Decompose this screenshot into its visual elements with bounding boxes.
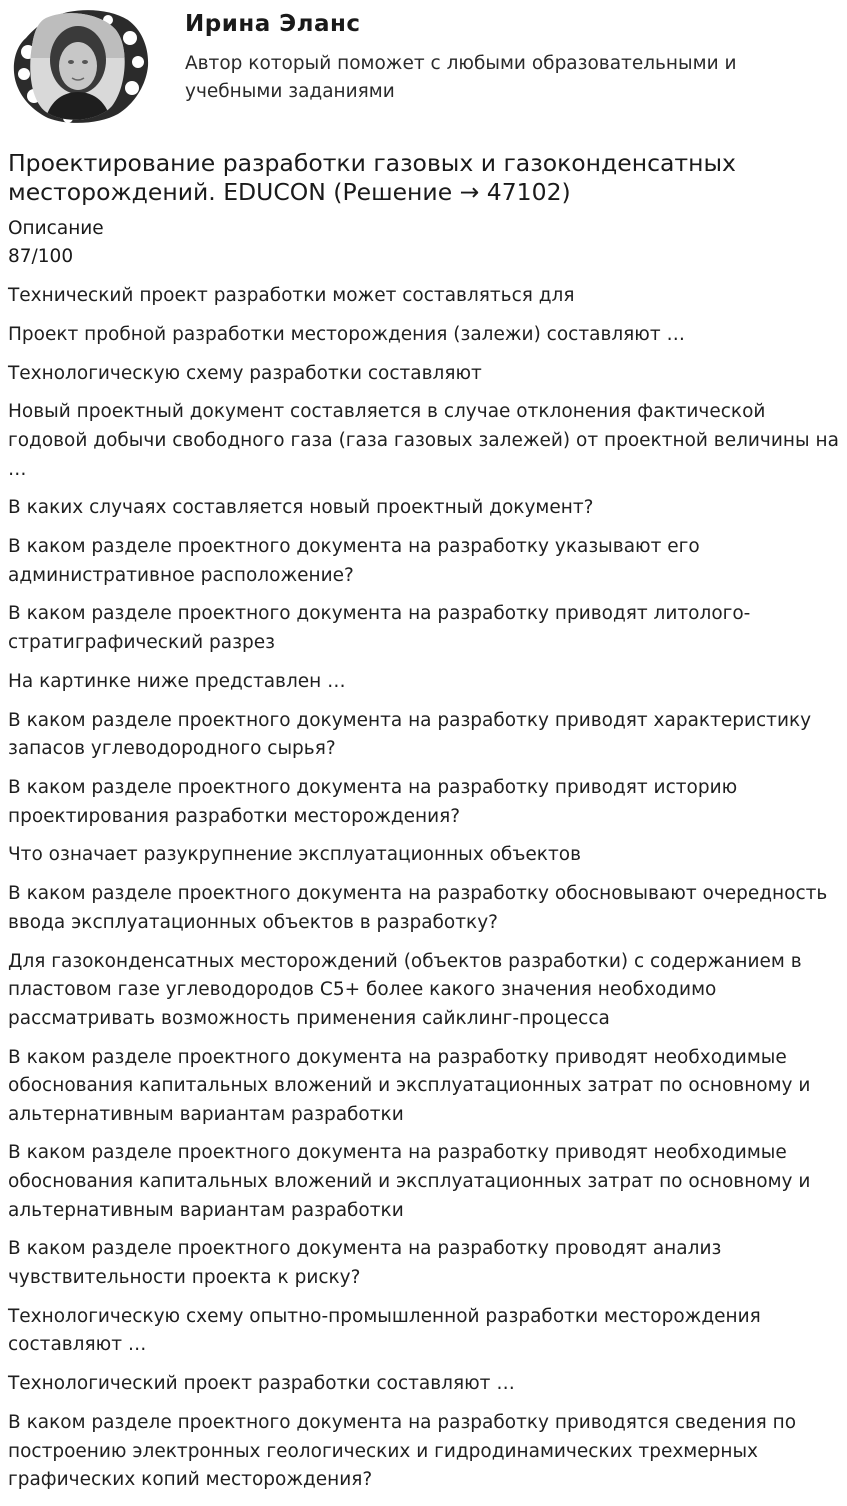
question-item: Технологический проект разработки составляют … <box>8 1373 515 1395</box>
question-item: Технологическую схему разработки составляют <box>8 362 482 384</box>
question-item: В каком разделе проектного документа на разработку приводят характеристику запасов углеводородного сырья? <box>8 709 812 760</box>
author-name[interactable]: Ирина Эланс <box>185 11 361 37</box>
author-bio: Автор который поможет с любыми образовательными и учебными заданиями <box>185 53 737 102</box>
question-item: В каком разделе проектного документа на разработку приводят литолого-стратиграфический разрез <box>8 603 751 654</box>
question-item: В каких случаях составляется новый проектный документ? <box>8 497 594 519</box>
description-label: Описание <box>8 218 104 239</box>
question-item: В каком разделе проектного документа на разработку приводят необходимые обоснования капитальных вложений и эксплуатационных затрат по основному и альтернативным вариантам разработки <box>8 1046 811 1125</box>
author-header <box>0 0 847 140</box>
question-item: Для газоконденсатных месторождений (объектов разработки) с содержанием в пластовом газе углеводородов С5+ более какого значения необходимо рассматривать возможность применения сайклинг-процесса <box>8 950 802 1029</box>
question-item: В каком разделе проектного документа на разработку приводят необходимые обоснования капитальных вложений и эксплуатационных затрат по основному и альтернативным вариантам разработки <box>8 1142 811 1221</box>
question-item: Новый проектный документ составляется в случае отклонения фактической годовой добычи свободного газа (газа газовых залежей) от проектной величины на … <box>8 401 839 480</box>
question-list <box>8 282 840 1505</box>
question-item: На картинке ниже представлен … <box>8 670 346 692</box>
question-item: В каком разделе проектного документа на разработку обосновывают очередность ввода эксплуатационных объектов в разработку? <box>8 883 828 933</box>
question-item: Технический проект разработки может составляться для <box>8 285 575 306</box>
description-block <box>8 215 104 271</box>
score-value: 87/100 <box>8 246 74 267</box>
avatar <box>8 8 150 126</box>
question-item: Технологическую схему опытно-промышленной разработки месторождения составляют … <box>8 1305 761 1356</box>
question-item: Проект пробной разработки месторождения (залежи) составляют … <box>8 323 686 345</box>
question-item: В каком разделе проектного документа на разработку указывают его административное расположение? <box>8 536 700 586</box>
question-item: В каком разделе проектного документа на разработку приводят историю проектирования разработки месторождения? <box>8 777 738 827</box>
page-title: Проектирование разработки газовых и газоконденсатных месторождений. EDUCON (Решение → 47102) <box>8 149 736 206</box>
question-item: Что означает разукрупнение эксплуатационных объектов <box>8 844 581 866</box>
avatar-photo <box>8 8 150 126</box>
question-item: В каком разделе проектного документа на разработку приводятся сведения по построению электронных геологических и гидродинамических трехмерных графических копий месторождения? <box>8 1411 797 1491</box>
question-item: В каком разделе проектного документа на разработку проводят анализ чувствительности проекта к риску? <box>8 1238 722 1289</box>
